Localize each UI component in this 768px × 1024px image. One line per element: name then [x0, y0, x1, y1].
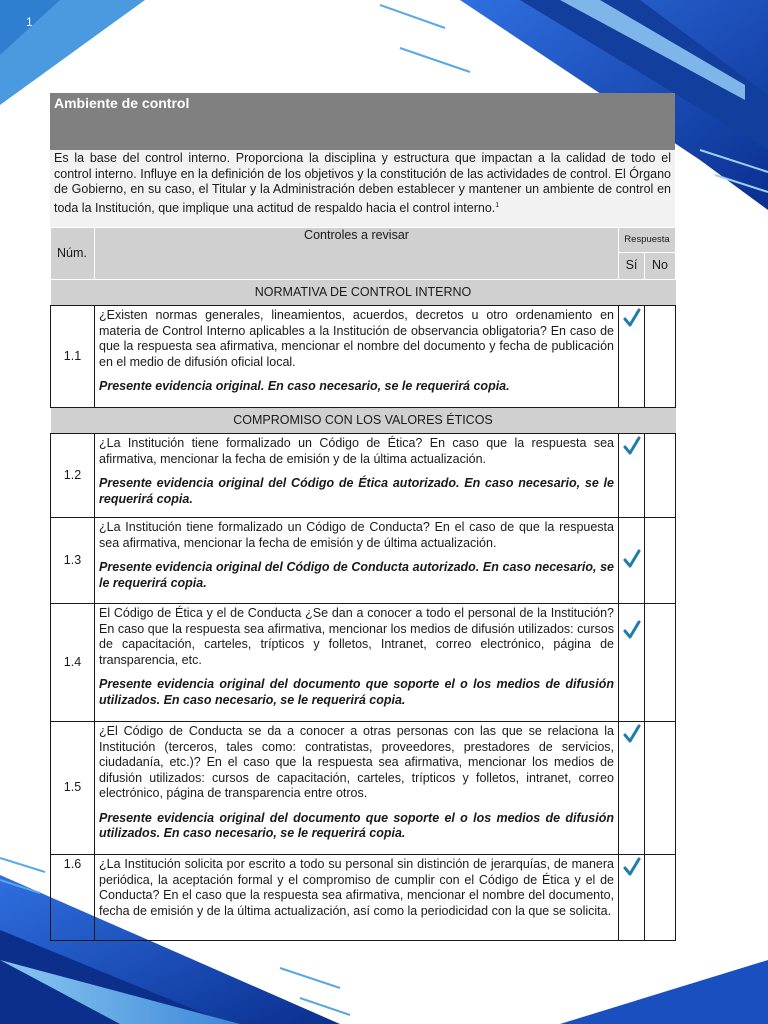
control-document — [50, 93, 675, 941]
section-heading: NORMATIVA DE CONTROL INTERNO — [51, 280, 676, 306]
answer-yes-cell[interactable] — [619, 855, 645, 941]
row-question: ¿La Institución tiene formalizado un Código de Conducta? En el caso de que la respuesta sea afirmativa, mencionar la fecha de emisión y de última actualización. — [99, 520, 614, 550]
row-number: 1.6 — [51, 855, 95, 941]
intro-paragraph — [50, 150, 675, 227]
checkmark-icon — [623, 620, 641, 640]
page-number: 1 — [26, 15, 33, 29]
answer-no-cell[interactable] — [645, 306, 676, 408]
answer-yes-cell[interactable] — [619, 604, 645, 722]
header-response: Respuesta — [619, 228, 676, 253]
row-question: ¿La Institución solicita por escrito a todo su personal sin distinción de jerarquías, de manera periódica, la aceptación formal y el compromiso de cumplir con el Código de Ética y el de Conducta? En el caso que la respuesta sea afirmativa, mencionar el nombre del documento, fecha de emisión y de la última actualización, así como la periodicidad con la que se solicita. — [99, 857, 614, 918]
row-question: ¿El Código de Conducta se da a conocer a otras personas con las que se relaciona la Institución (terceros, tales como: contratistas, proveedores, prestadores de servicios, ciudadanía, etc.)? En el caso que la respuesta sea afirmativa, mencionar los medios de difusión utilizados: cursos de capacitación, carteles, trípticos y folletos, intranet, correo electrónico, página de transparencia entre otros. — [99, 724, 614, 800]
answer-yes-cell[interactable] — [619, 306, 645, 408]
header-controls: Controles a revisar — [95, 228, 619, 280]
header-num: Núm. — [51, 228, 95, 280]
checkmark-icon — [623, 436, 641, 456]
row-evidence: Presente evidencia original del documento que soporte el o los medios de difusión utilizados. En caso necesario, se le requerirá copia. — [99, 677, 614, 707]
checkmark-icon — [623, 857, 641, 877]
checkmark-icon — [623, 549, 641, 569]
answer-yes-cell[interactable] — [619, 518, 645, 604]
row-question: ¿La Institución tiene formalizado un Código de Ética? En caso que la respuesta sea afirmativa, mencionar la fecha de emisión y de la última actualización. — [99, 436, 614, 466]
section-title: Ambiente de control — [50, 93, 675, 150]
row-number: 1.4 — [51, 604, 95, 722]
row-evidence: Presente evidencia original del documento que soporte el o los medios de difusión utilizados. En caso necesario, se le requerirá copia. — [99, 810, 614, 840]
row-number: 1.3 — [51, 518, 95, 604]
answer-no-cell[interactable] — [645, 722, 676, 855]
row-number: 1.2 — [51, 434, 95, 518]
section-heading: COMPROMISO CON LOS VALORES ÉTICOS — [51, 408, 676, 434]
row-evidence: Presente evidencia original del Código de Conducta autorizado. En caso necesario, se le requerirá copia. — [99, 560, 614, 590]
footnote-marker: 1 — [495, 201, 500, 209]
row-number: 1.5 — [51, 722, 95, 855]
row-question-cell — [95, 722, 619, 855]
answer-no-cell[interactable] — [645, 434, 676, 518]
checkmark-icon — [623, 308, 641, 328]
row-question-cell — [95, 434, 619, 518]
row-question: El Código de Ética y el de Conducta ¿Se dan a conocer a todo el personal de la Institución? En caso que la respuesta sea afirmativa, mencionar los medios de difusión utilizados: cursos de capacitación, carteles, trípticos y folletos, Intranet, correo electrónico, página de transparencia, etc. — [99, 606, 614, 667]
answer-no-cell[interactable] — [645, 604, 676, 722]
answer-yes-cell[interactable] — [619, 434, 645, 518]
answer-yes-cell[interactable] — [619, 722, 645, 855]
row-evidence: Presente evidencia original del Código de Ética autorizado. En caso necesario, se le requerirá copia. — [99, 476, 614, 506]
header-yes: Sí — [619, 253, 645, 280]
row-number: 1.1 — [51, 306, 95, 408]
row-question-cell — [95, 604, 619, 722]
intro-text: Es la base del control interno. Proporciona la disciplina y estructura que impactan a la calidad de todo el control interno. Influye en la definición de los objetivos y la constitución de las actividades de control. El Órgano de Gobierno, en su caso, el Titular y la Administración deben establecer y mantener un ambiente de control en toda la Institución, que implique una actitud de respaldo hacia el control interno. — [54, 151, 671, 215]
row-question: ¿Existen normas generales, lineamientos, acuerdos, decretos u otro ordenamiento en materia de Control Interno aplicables a la Institución de observancia obligatoria? En caso de que la respuesta sea afirmativa, mencionar el nombre del documento y fecha de publicación en el medio de difusión oficial local. — [99, 308, 614, 369]
answer-no-cell[interactable] — [645, 518, 676, 604]
checkmark-icon — [623, 724, 641, 744]
row-question-cell — [95, 855, 619, 941]
controls-table — [50, 227, 676, 941]
row-question-cell — [95, 306, 619, 408]
answer-no-cell[interactable] — [645, 855, 676, 941]
row-evidence: Presente evidencia original. En caso necesario, se le requerirá copia. — [99, 379, 510, 393]
row-question-cell — [95, 518, 619, 604]
header-no: No — [645, 253, 676, 280]
